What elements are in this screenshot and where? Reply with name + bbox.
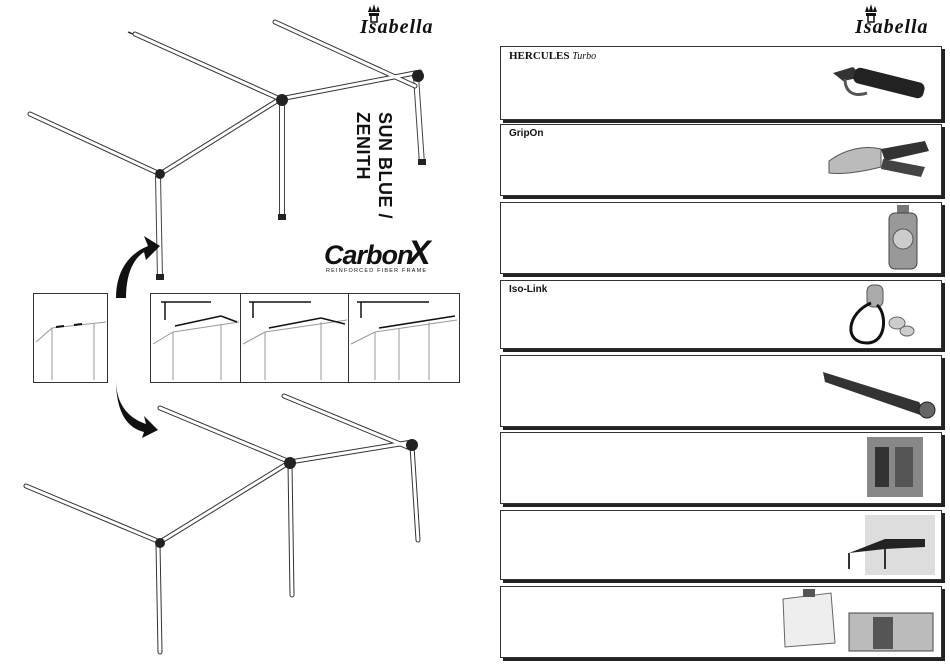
canopy-icon	[845, 515, 935, 575]
product-title-line1: SUN BLUE /	[375, 112, 395, 220]
accessory-canopy	[500, 510, 942, 580]
arrow-up-icon	[108, 232, 160, 300]
detail-panel-1	[33, 293, 108, 383]
frame-diagram-bottom	[20, 390, 440, 660]
carbonx-word: Carbon	[324, 240, 413, 270]
brand-logo: Isabella	[855, 16, 929, 38]
accessory-gripon	[500, 124, 942, 196]
accessory-label: Iso-Link	[509, 284, 548, 295]
accessory-rail	[500, 355, 942, 427]
grip-clamp-icon	[825, 131, 935, 187]
accessory-bag	[500, 586, 942, 658]
product-title	[352, 112, 396, 219]
hercules-tool-icon	[823, 53, 933, 113]
detail-panel-2	[150, 293, 242, 383]
storage-bag-icon	[775, 589, 935, 653]
accessory-hercules	[500, 46, 942, 120]
product-title-line2: ZENITH	[353, 112, 373, 180]
carbonx-x: X	[408, 234, 431, 272]
accessory-label: GripOn	[509, 128, 544, 139]
rail-profile-icon	[819, 362, 939, 422]
side-panel-icon	[865, 435, 925, 499]
accessory-spray	[500, 202, 942, 274]
spray-can-icon	[883, 205, 923, 271]
elastic-link-icon	[837, 283, 917, 347]
accessory-isolink	[500, 280, 942, 349]
detail-panel-4	[348, 293, 460, 383]
right-logo	[855, 4, 945, 40]
detail-panel-3	[240, 293, 350, 383]
accessory-sidepanel	[500, 432, 942, 504]
brand-logo: Isabella	[360, 16, 434, 38]
carbonx-logo	[322, 234, 434, 278]
accessory-label: HERCULES Turbo	[509, 50, 597, 62]
carbonx-subtitle: REINFORCED FIBER FRAME	[326, 268, 428, 274]
